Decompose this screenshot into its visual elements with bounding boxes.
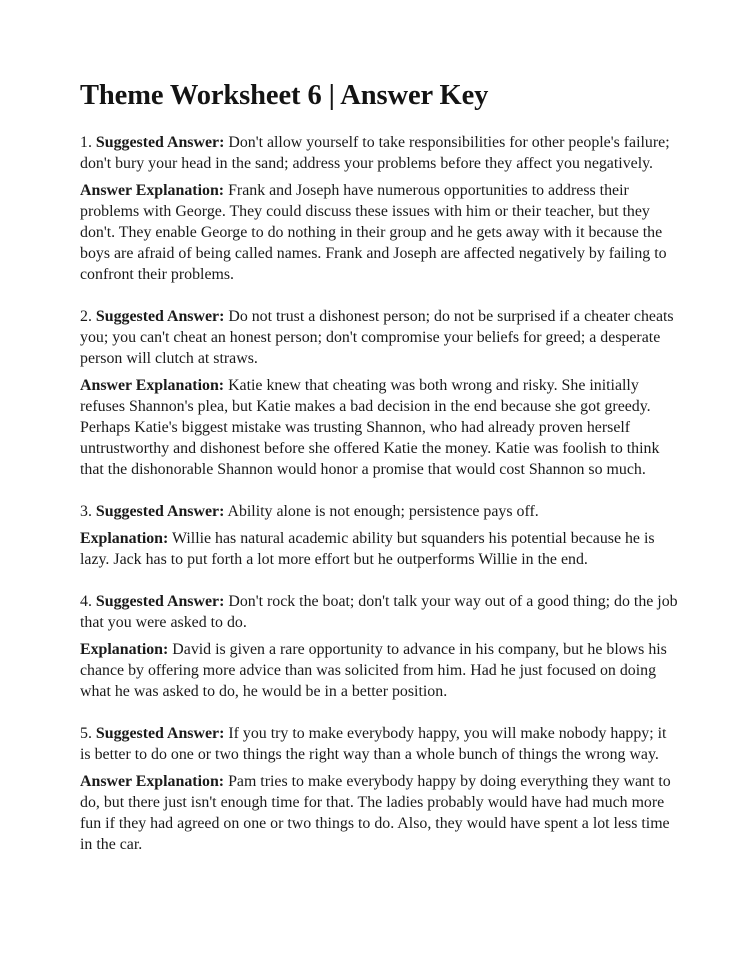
answer-explanation-2 [80,375,680,480]
suggested-answer-5 [80,723,680,765]
item-number: 2. [80,308,92,325]
answer-item-3 [80,501,680,570]
page-title: Theme Worksheet 6 | Answer Key [80,80,489,111]
answer-text: Do not trust a dishonest person; do not be surprised if a cheater cheats you; you can't cheat an honest person; don't compromise your beliefs for greed; a desperate person will clutch at straws. [80,308,674,367]
explanation-text: Katie knew that cheating was both wrong and risky. She initially refuses Shannon's plea, but Katie makes a bad decision in the end because she got greedy. Perhaps Katie's biggest mistake was trusting Shannon, who had already proven herself untrustworthy and dishonest before she offered Katie the money. Katie was foolish to think that the dishonorable Shannon would honor a promise that would cost Shannon so much. [80,377,660,478]
answer-item-2 [80,306,680,480]
suggested-answer-1 [80,132,680,174]
explanation-label: Explanation: [80,530,169,547]
worksheet-page [80,78,680,868]
answer-text: Don't rock the boat; don't talk your way out of a good thing; do the job that you were asked to do. [80,593,678,631]
explanation-text: Willie has natural academic ability but squanders his potential because he is lazy. Jack has to put forth a lot more effort but he outperforms Willie in the end. [80,530,655,568]
explanation-text: David is given a rare opportunity to advance in his company, but he blows his chance by offering more advice than was solicited from him. Had he just focused on doing what he was asked to do, he would be in a better position. [80,641,667,700]
answer-label: Suggested Answer: [95,134,225,151]
item-number: 1. [80,134,92,151]
answer-label: Suggested Answer: [95,593,225,610]
answer-text: Ability alone is not enough; persistence pays off. [227,503,539,520]
answer-label: Suggested Answer: [95,725,225,742]
answer-text: If you try to make everybody happy, you will make nobody happy; it is better to do one or two things the right way than a whole bunch of things the wrong way. [80,725,667,763]
explanation-label: Answer Explanation: [80,773,225,790]
item-number: 5. [80,725,92,742]
answer-item-5 [80,723,680,855]
suggested-answer-4 [80,591,680,633]
suggested-answer-2 [80,306,680,369]
answer-label: Suggested Answer: [95,503,225,520]
explanation-label: Explanation: [80,641,169,658]
explanation-text: Frank and Joseph have numerous opportunities to address their problems with George. They could discuss these issues with him or their teacher, but they don't. They enable George to do nothing in their group and he gets away with it because the boys are afraid of being called names. Frank and Joseph are affected negatively by failing to confront their problems. [80,182,667,283]
answer-text: Don't allow yourself to take responsibilities for other people's failure; don't bury your head in the sand; address your problems before they affect you negatively. [80,134,670,172]
answer-explanation-3 [80,528,680,570]
answer-item-4 [80,591,680,702]
explanation-label: Answer Explanation: [80,182,225,199]
answer-item-1 [80,132,680,285]
answer-explanation-5 [80,771,680,855]
suggested-answer-3 [80,501,680,522]
explanation-label: Answer Explanation: [80,377,225,394]
answer-explanation-1 [80,180,680,285]
item-number: 4. [80,593,92,610]
explanation-text: Pam tries to make everybody happy by doing everything they want to do, but there just isn't enough time for that. The ladies probably would have had much more fun if they had agreed on one or two things to do. Also, they would have spent a lot less time in the car. [80,773,671,853]
item-number: 3. [80,503,92,520]
answer-explanation-4 [80,639,680,702]
answer-label: Suggested Answer: [95,308,225,325]
